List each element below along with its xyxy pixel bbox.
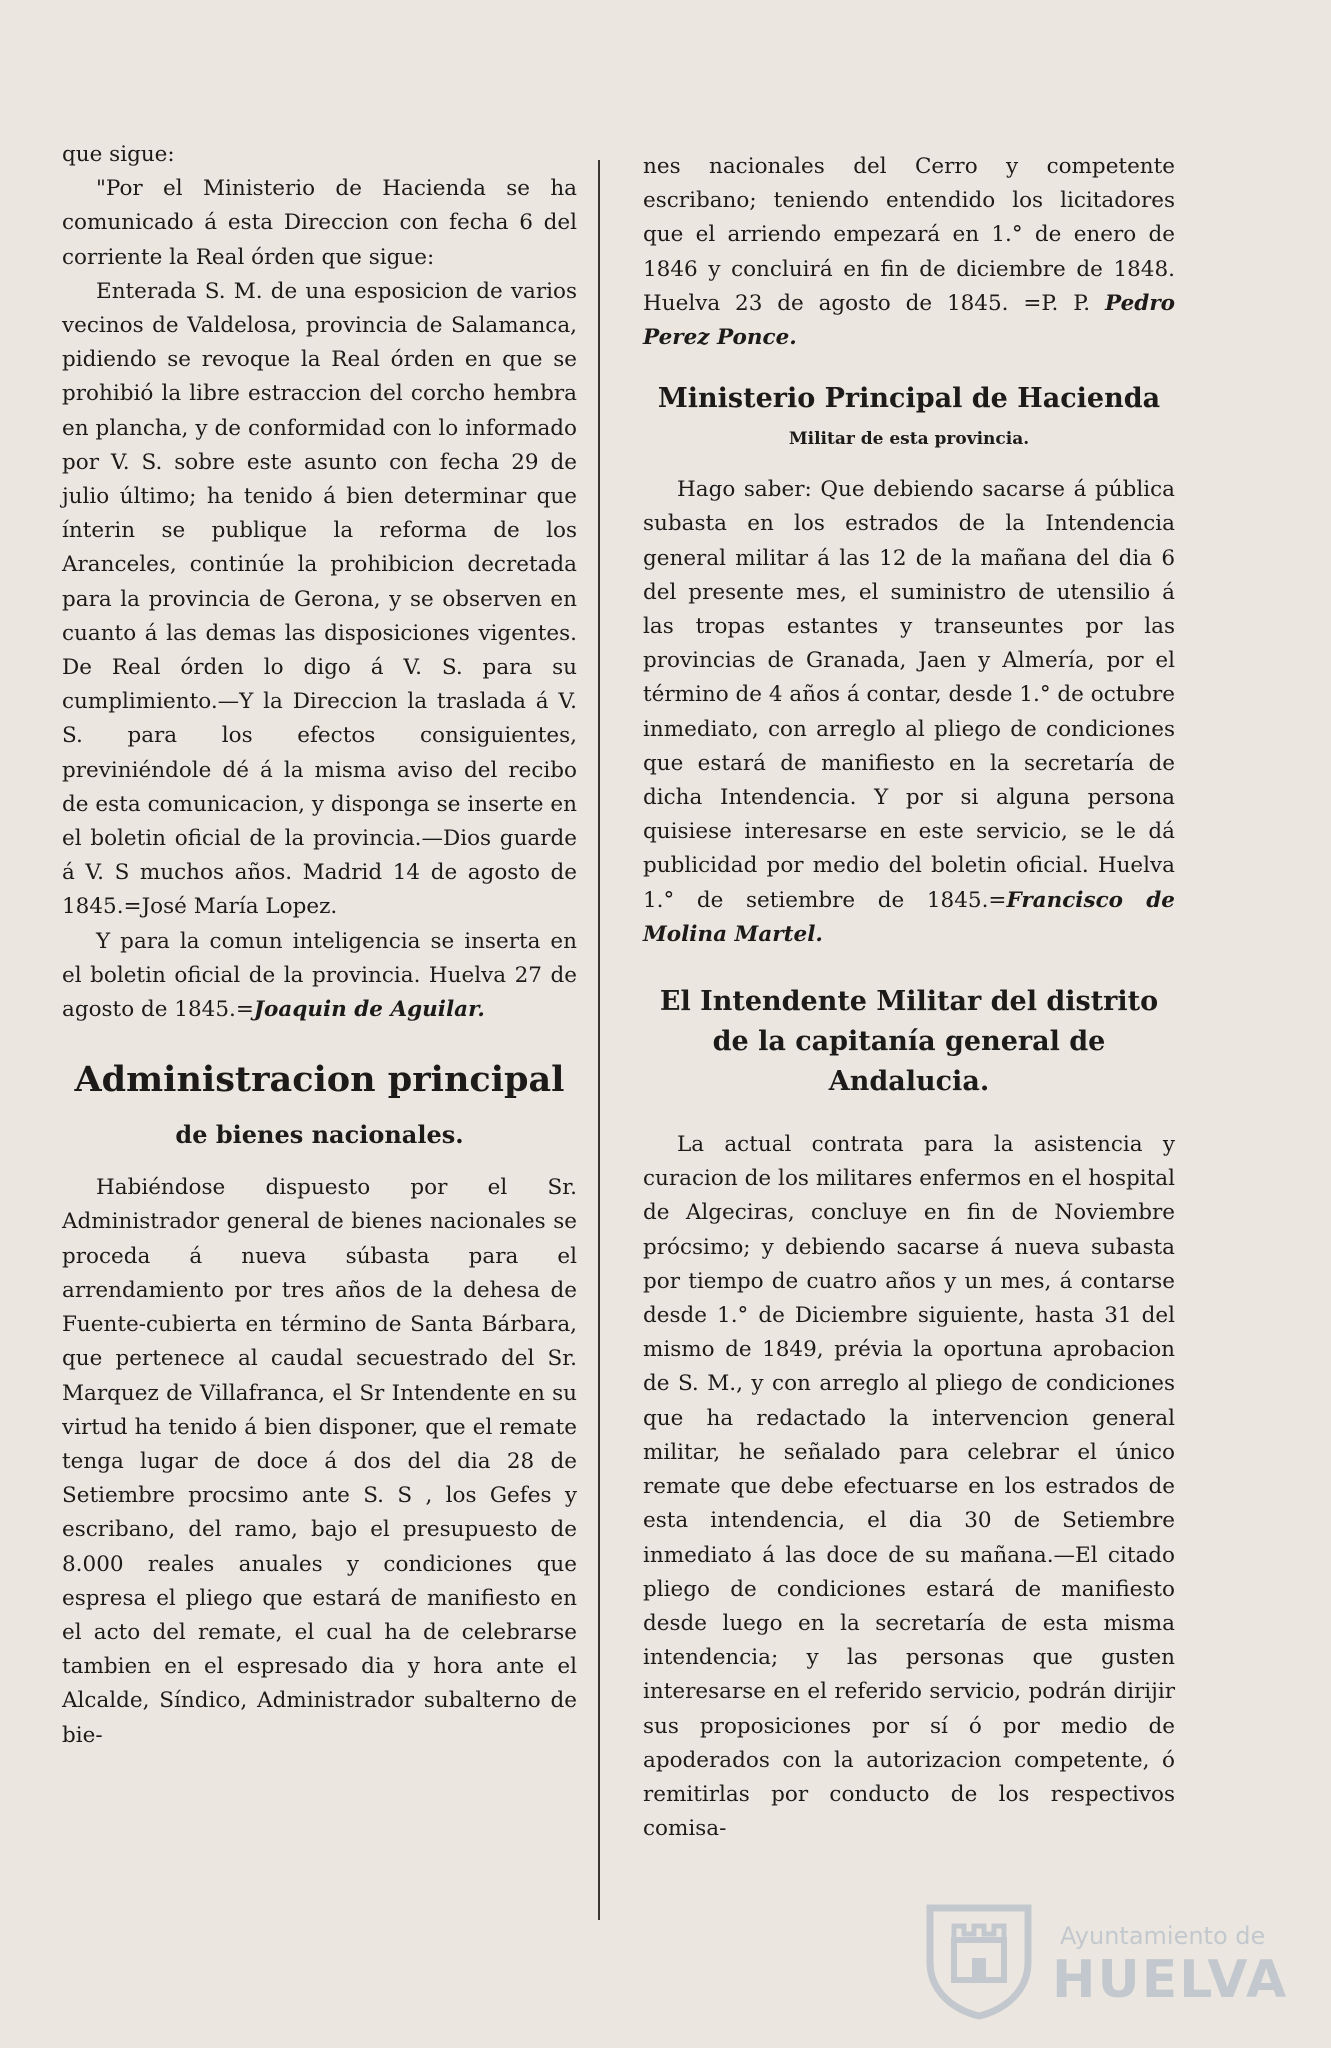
watermark-huelva: HUELVA [1052, 1950, 1289, 2010]
paragraph-royal-order: Enterada S. M. de una esposicion de varios vecinos de Valdelosa, provincia de Salamanca, pidiendo se revoque la Real órden en que se prohibió la libre estraccion del corcho hembra en plancha, y de conformidad con lo informado por V. S. sobre este asunto con fecha 29 de julio último; ha tenido á bien determinar que ínterin se publique la reforma de los Aranceles, continúe la prohibicion decretada para la provincia de Gerona, y se observen en cuanto á las demas las disposiciones vigentes. De Real órden lo digo á V. S. para su cumplimiento.—Y la Direccion la traslada á V. S. para los efectos consiguientes, previniéndole dé á la misma aviso del recibo de esta comunicacion, y disponga se inserte en el boletin oficial de la provincia.—Dios guarde á V. S muchos años. Madrid 14 de agosto de 1845.=José María Lopez. [62, 278, 577, 920]
watermark-logo [920, 1900, 1289, 2020]
paragraph-intro: que sigue: [62, 142, 175, 167]
heading-bienes-nacionales: de bienes nacionales. [175, 1120, 464, 1150]
utensilio-text: Hago saber: Que debiendo sacarse á pública subasta en los estrados de la Intendencia general militar á las 12 de la mañana del dia 6 del presente mes, el suministro de utensilio á las tropas estantes y transeuntes por las provincias de Granada, Jaen y Almería, por el término de 4 años á contar, desde 1.° de octubre inmediato, con arreglo al pliego de condiciones que estará de manifiesto en la secretaría de dicha Intendencia. Y por si alguna persona quisiese interesarse en este servicio, se le dá publicidad por medio del boletin oficial. Huelva 1.° de setiembre de 1845.= [643, 477, 1175, 913]
city-shield-icon [920, 1900, 1038, 2020]
heading-militar-provincia: Militar de esta provincia. [788, 429, 1030, 450]
paragraph-subasta-dehesa: Habiéndose dispuesto por el Sr. Administrador general de bienes nacionales se proceda á nueva súbasta para el arrendamiento por tres años de la dehesa de Fuente-cubierta en término de Santa Bárbara, que pertenece al caudal secuestrado del Sr. Marquez de Villafranca, el Sr Intendente en su virtud ha tenido á bien disponer, que el remate tenga lugar de doce á dos del dia 28 de Setiembre procsimo ante S. S , los Gefes y escribano, del ramo, bajo el presupuesto de 8.000 reales anuales y condiciones que espresa el pliego que estará de manifiesto en el acto del remate, el cual ha de celebrarse tambien en el espresado dia y hora ante el Alcalde, Síndico, Administrador subalterno de bie- [62, 1175, 577, 1748]
right-column [643, 150, 1175, 1846]
signature-francisco: Francisco de Molina Martel. [643, 887, 1175, 947]
paragraph-utensilio [643, 473, 1175, 952]
heading-intendente-militar: El Intendente Militar del distrito de la capitanía general de Andalucia. [659, 986, 1159, 1098]
paragraph-hospital-algeciras: La actual contrata para la asistencia y curacion de los militares enfermos en el hospital de Algeciras, concluye en fin de Noviembre prócsimo; y debiendo sacarse á nueva subasta por tiempo de cuatro años y un mes, á contarse desde 1.° de Diciembre siguiente, hasta 31 del mismo de 1849, prévia la oportuna aprobacion de S. M., y con arreglo al pliego de condiciones que ha redactado la intervencion general militar, he señalado para celebrar el único remate que debe efectuarse en los estrados de esta intendencia, el dia 30 de Setiembre inmediato á las doce de su mañana.—El citado pliego de condiciones estará de manifiesto desde luego en la secretaría de esta misma intendencia; y las personas que gusten interesarse en el referido servicio, podrán dirijir sus proposiciones por sí ó por medio de apoderados con la autorizacion competente, ó remitirlas por conducto de los respectivos comisa- [643, 1132, 1175, 1842]
paragraph-ministry: "Por el Ministerio de Hacienda se ha comunicado á esta Direccion con fecha 6 del corriente la Real órden que sigue: [62, 176, 577, 270]
left-column [62, 138, 577, 1753]
heading-administracion: Administracion principal [74, 1059, 565, 1101]
paragraph-continuation [643, 150, 1175, 355]
watermark-ayuntamiento: Ayuntamiento de [1060, 1922, 1266, 1950]
signature-pedro: Pedro Perez Ponce. [643, 290, 1175, 351]
column-divider [598, 160, 600, 1920]
heading-ministerio-hacienda: Ministerio Principal de Hacienda [657, 383, 1161, 415]
signature-joaquin: Joaquin de Aguilar. [253, 997, 485, 1023]
paragraph-insertion [62, 925, 577, 1028]
continuation-text: nes nacionales del Cerro y competente escribano; teniendo entendido los licitadores que el arriendo empezará en 1.° de enero de 1846 y concluirá en fin de diciembre de 1848. Huelva 23 de agosto de 1845. =P. P. [643, 154, 1175, 316]
insertion-text: Y para la comun inteligencia se inserta en el boletin oficial de la provincia. Huelva 27 de agosto de 1845.= [62, 928, 577, 1023]
